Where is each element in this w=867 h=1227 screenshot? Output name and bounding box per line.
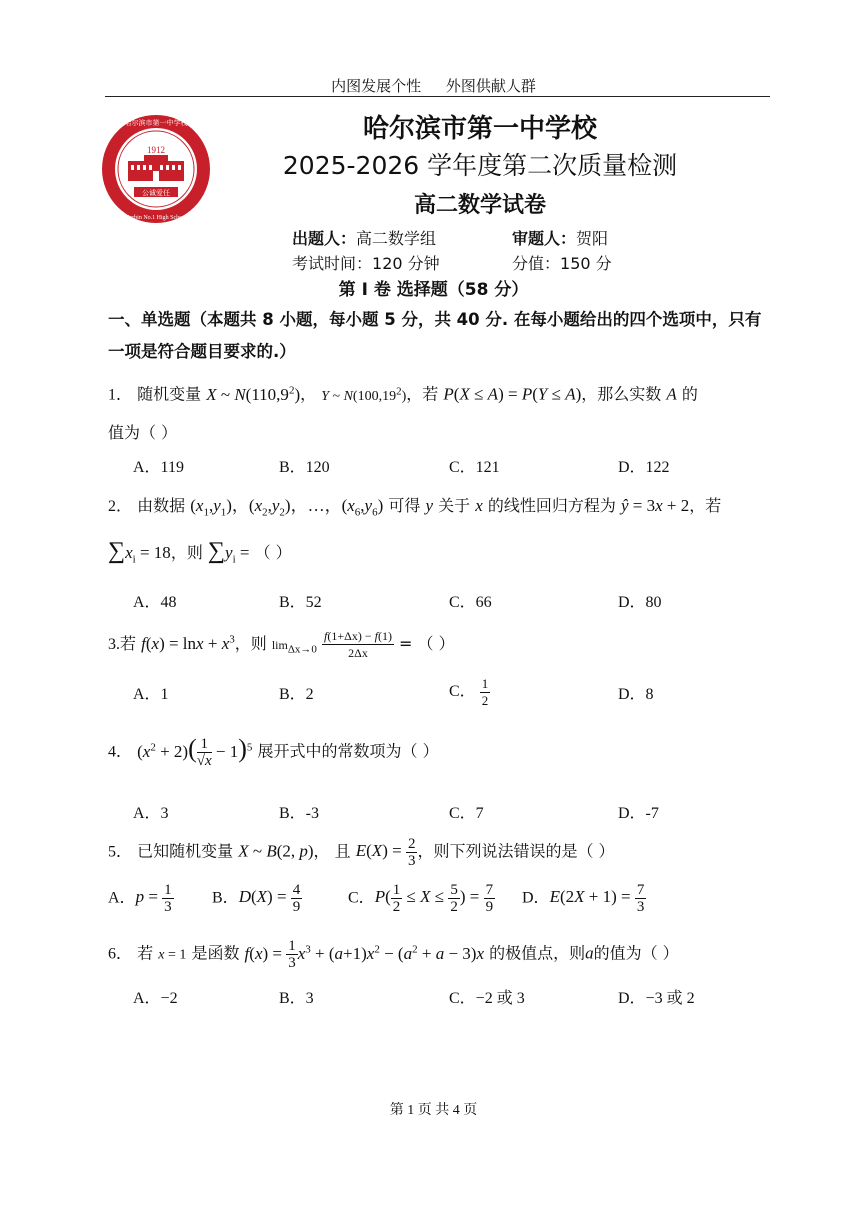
q3-text-c: （ ） [417,634,455,653]
q1-formula-x: X ~ N(110,9$^2$) [206,384,301,404]
q5-option-a-label: A． [108,889,136,907]
header-right: 外图供献人群 [445,77,536,95]
q6-function: f(x) = $\frac{1}{3}$ $x^3 + (a+1)x^2 - (a^2 + a - 3)x$ [244,938,484,972]
q2-line2-a: ，则 [170,543,203,562]
header-rule [105,96,770,97]
q2-regression: ŷ = 3x + 2 [620,496,690,515]
reviewer-value: 贺阳 [576,229,609,248]
author-value: 高二数学组 [356,229,437,248]
q5-text-c: ，则下列说法错误的是（ ） [417,841,615,861]
q1-option-b: B．120 [279,459,330,476]
q4-num: 4． [108,743,133,761]
q4-option-c: C．7 [449,805,484,822]
q2-text-d: 的线性回归方程为 [487,496,616,515]
q4-option-d: D．-7 [618,805,659,822]
q3-num: 3. [108,636,120,653]
exam-title: 2025-2026 学年度第二次质量检测 [282,151,678,180]
q5-option-b: B．D(X) = $\frac{4}{9}$ [212,882,301,915]
q4-text-a: 展开式中的常数项为（ ） [257,741,439,761]
q6-text-a: 若 [137,943,154,963]
author-line [292,226,436,249]
q5-option-c-label: C． [348,889,375,907]
author-label: 出题人： [292,229,357,248]
score-line [512,251,612,274]
q2-text-a: 由数据 [137,496,186,515]
q1-var-a: A [666,384,677,404]
school-title: 哈尔滨市第一中学校 [362,114,597,144]
q6-option-c: C．−2 或 3 [449,990,525,1007]
q6-num: 6． [108,945,133,963]
q1-option-c: C．121 [449,459,500,476]
subject-title: 高二数学试卷 [413,193,546,218]
q3-text-b: ，则 [234,634,267,653]
time-label: 考试时间： [292,254,373,273]
reviewer-label: 审题人： [512,229,577,248]
q5-option-d: D．E(2X + 1) = $\frac{7}{3}$ [522,882,645,915]
q5-option-c: C．P( $\frac{1}{2}$ ≤ X ≤ $\frac{5}{2}$ ) = $\frac{7}{9}$ [348,882,494,915]
q2-option-a: A．48 [133,594,177,611]
page-header [0,75,867,96]
q6-var-a: a [585,943,594,963]
q2-data-points: $(x_1,y_1)$，$(x_2,y_2)$，…，$(x_6,y_6)$ [190,496,384,519]
svg-text:1912: 1912 [147,145,165,155]
q6-x-value: x = 1 [158,947,187,963]
svg-text:Harbin No.1 High School: Harbin No.1 High School [125,215,187,221]
q2-sum-x: $\sum x_i = 18$ [108,538,171,566]
q3-option-b: B．2 [279,686,314,703]
q5-option-d-label: D． [522,889,550,907]
q5-option-b-label: B． [212,889,239,907]
q2-var-y: y [425,496,433,515]
q2-num: 2． [108,498,133,515]
q3-option-c-label: C． [449,683,476,701]
q4-option-b: B．-3 [279,805,320,822]
time-line [292,251,440,274]
q2-line2-b: （ ） [254,543,292,562]
q1-formula-p: P(X ≤ A) = P(Y ≤ A) [443,384,582,404]
q1-text-a: 随机变量 [137,384,202,404]
svg-text:哈尔滨市第一中学校: 哈尔滨市第一中学校 [124,119,188,127]
svg-text:公诚爱任: 公诚爱任 [142,189,170,197]
q6-text-b: 是函数 [191,943,240,963]
part1-line2: 一项是符合题目要求的.） [108,342,296,361]
q3-text-a: 若 [120,634,137,653]
part1-line1: 一、单选题（本题共 8 小题，每小题 5 分，共 40 分. 在每小题给出的四个选项中，只有 [108,310,762,329]
q5-text-b: ， 且 [313,841,351,861]
q5-distribution: X ~ B(2, p) [238,841,314,861]
q3-option-c [449,676,490,709]
score-label: 分值： [512,254,561,273]
q3-fraction: $\frac{f(1+\Delta x) - f(1)}{2\Delta x}$ [324,629,392,660]
q2-text-e: ，若 [689,496,722,515]
time-value: 120 分钟 [372,254,440,273]
question-1: 1． 随机变量 X ~ N(110,9$^2$)， Y ~ N(100,19$^2$)，若 P(X ≤ A) = P(Y ≤ A)，那么实数 A 的 [108,384,698,404]
q3-limit: $\lim_{\Delta x\to 0}$ [271,638,317,656]
q3-option-a: A．1 [133,686,169,703]
reviewer-line [512,226,608,249]
q6-option-d: D．−3 或 2 [618,990,695,1007]
q2-var-x: x [475,496,483,515]
header-left: 内图发展个性 [331,77,422,95]
q4-option-a: A．3 [133,805,169,822]
q5-expectation: E(X) = $\frac{2}{3}$ [355,836,416,869]
question-5 [108,836,615,869]
question-4 [108,733,439,770]
q1-line2: 值为（ ） [108,423,178,442]
question-6 [108,938,679,971]
q2-line2 [108,540,292,570]
q3-option-c-fraction: $\frac{1}{2}$ [481,676,489,708]
q2-option-d: D．80 [618,594,662,611]
q1-option-d: D．122 [618,459,670,476]
q3-function: $f(x) = \ln x + x^3$ [141,633,235,653]
q6-text-c: 的极值点，则 [489,943,586,963]
score-value: 150 分 [560,254,612,273]
q1-formula-y: Y ~ N(100,19$^2$) [321,385,407,404]
q1-text-c: ，那么实数 [581,384,662,404]
q5-text-a: 已知随机变量 [137,841,234,861]
q1-text-b: ，若 [406,384,439,404]
q4-expression: $(x^2 + 2)$( $\frac{1}{√x}$ − 1)$^5$ [137,733,253,770]
question-3: 3.若 $f(x) = \ln x + x^3$，则 $\lim_{\Delta x\to 0}$ $\frac{f(1+\Delta x) - f(1)}{2\Delta x}$ = （ ） [108,629,455,660]
q1-num: 1． [108,386,133,404]
q3-option-d: D．8 [618,686,654,703]
q1-option-a: A．119 [133,459,184,476]
q2-option-b: B．52 [279,594,322,611]
q2-sum-y: $\sum y_i$ = [207,538,250,566]
q2-text-c: 关于 [438,496,471,515]
q5-num: 5． [108,843,133,861]
section-title: 第 I 卷 选择题（58 分） [338,280,529,300]
q2-option-c: C．66 [449,594,492,611]
page-footer: 第 1 页 共 4 页 [389,1103,478,1118]
q6-option-b: B．3 [279,990,314,1007]
q1-text-d: 的 [681,384,698,404]
q5-option-a: A．p = $\frac{1}{3}$ [108,882,172,915]
question-2 [108,495,721,523]
q6-option-a: A．−2 [133,990,178,1007]
q6-text-d: 的值为（ ） [593,943,679,963]
school-logo [100,113,212,225]
q2-text-b: 可得 [388,496,421,515]
